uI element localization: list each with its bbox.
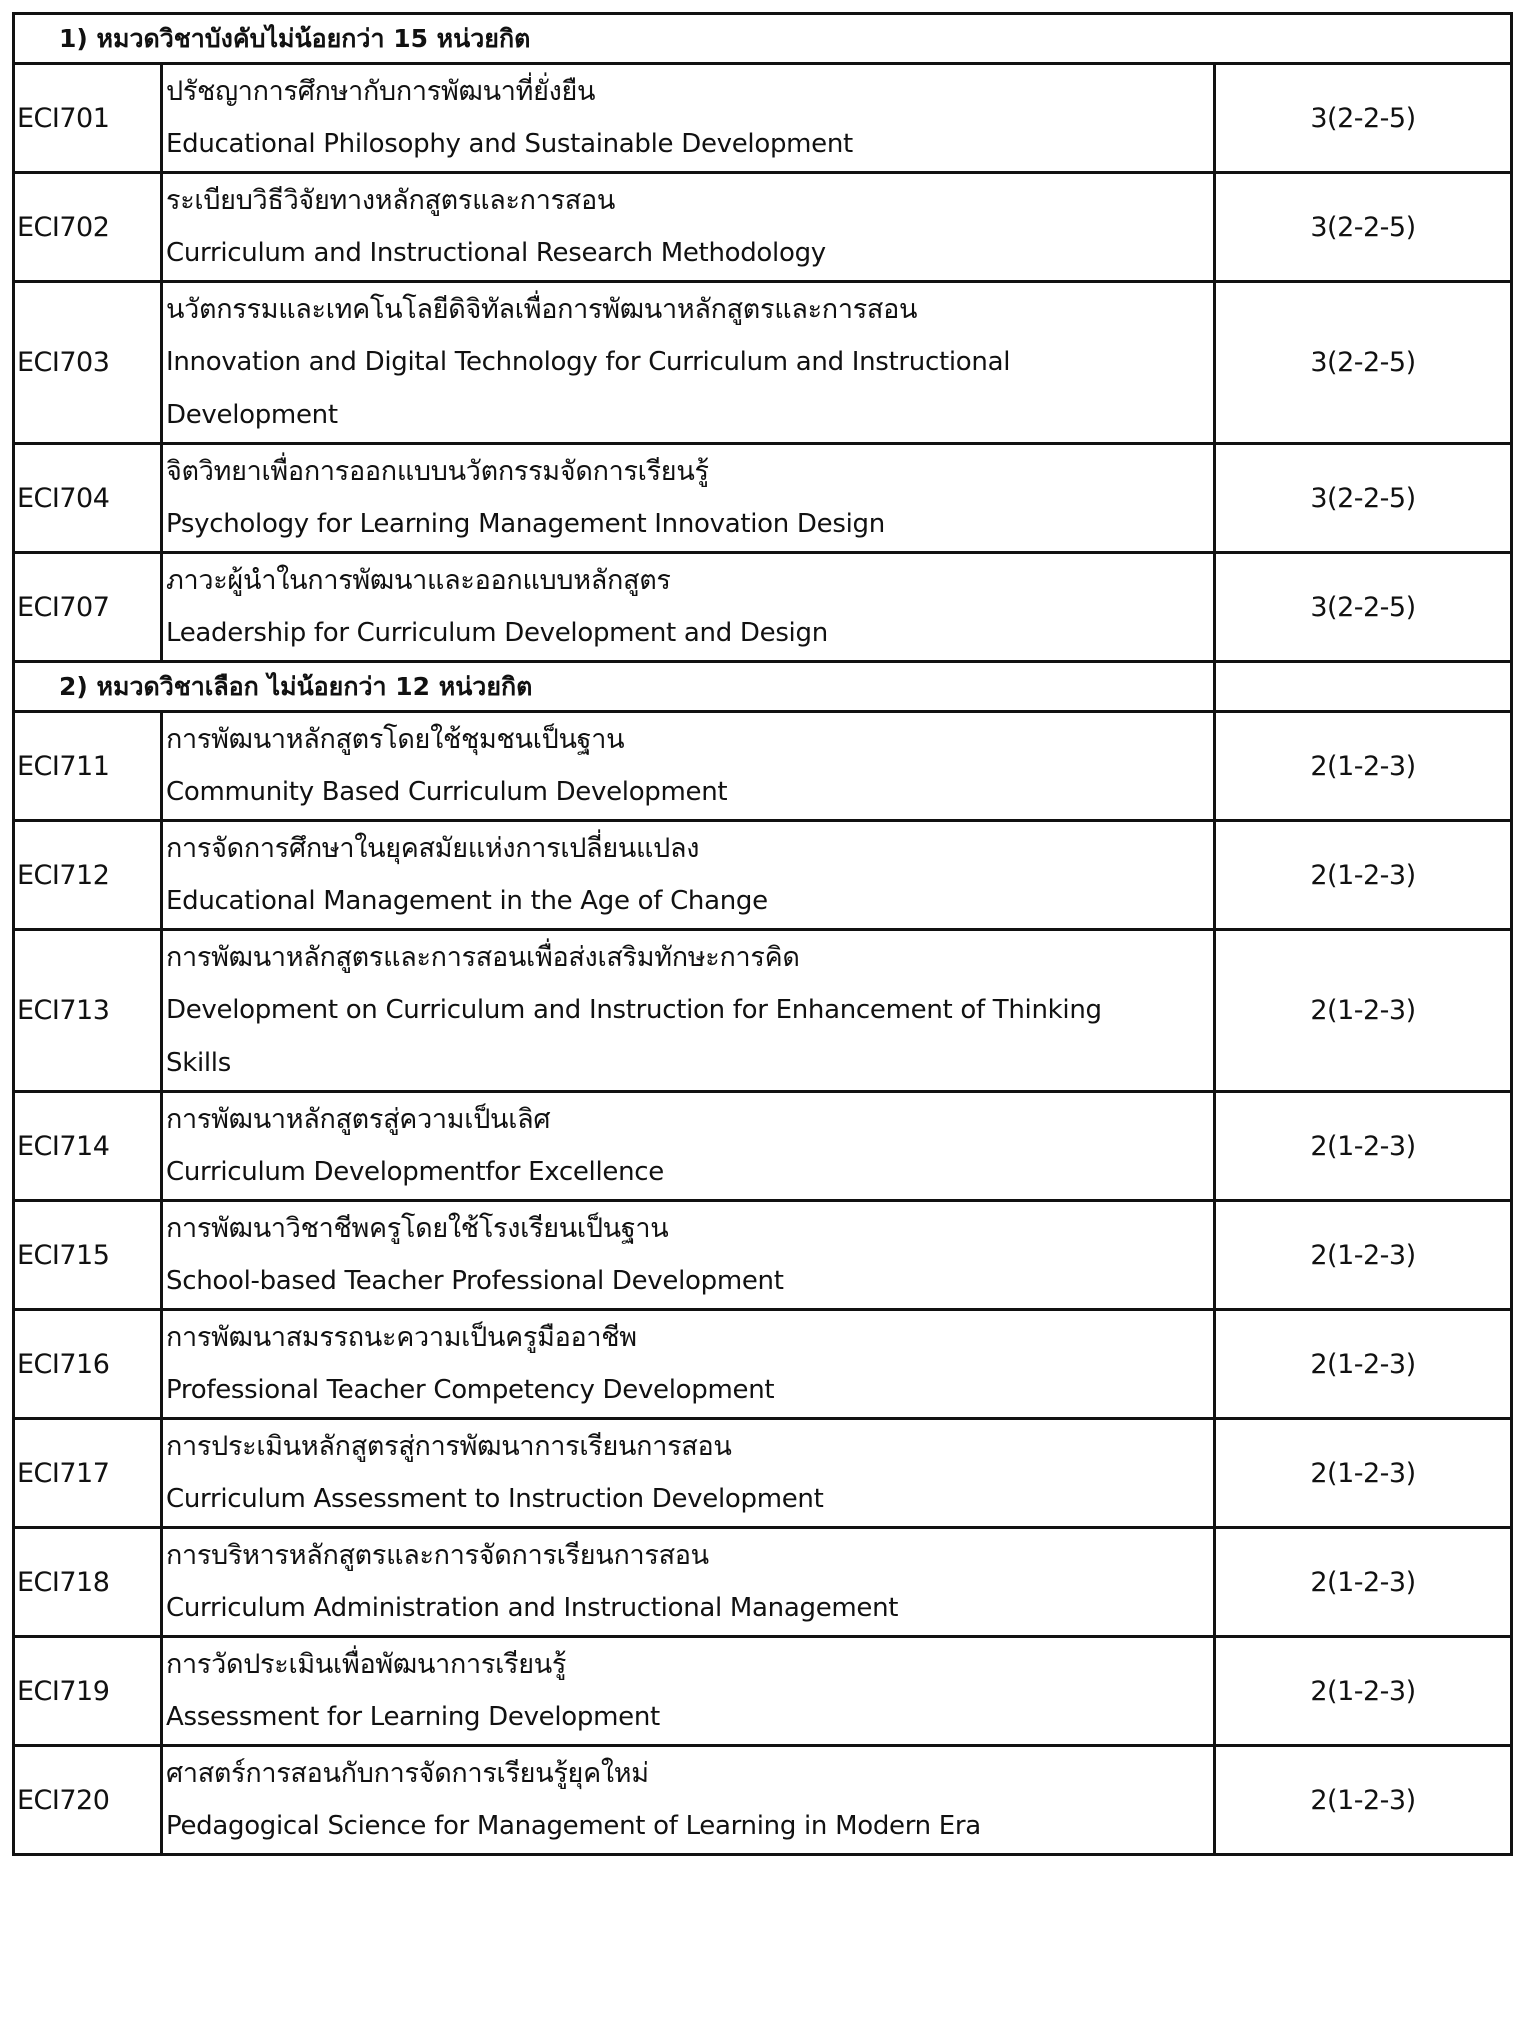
course-credits: 2(1-2-3) (1215, 1201, 1512, 1310)
course-name-english: Educational Philosophy and Sustainable Development (166, 129, 853, 159)
course-name-cell (162, 1092, 1215, 1201)
course-name-thai: การจัดการศึกษาในยุคสมัยแห่งการเปลี่ยนแปลง (166, 833, 700, 864)
course-table (12, 12, 1513, 1856)
course-code: ECI715 (14, 1201, 162, 1310)
course-code: ECI703 (14, 282, 162, 444)
course-name-english: Leadership for Curriculum Development and Design (166, 618, 828, 648)
course-code: ECI704 (14, 444, 162, 553)
course-credits: 2(1-2-3) (1215, 1637, 1512, 1746)
course-name-thai: การพัฒนาหลักสูตรโดยใช้ชุมชนเป็นฐาน (166, 724, 625, 755)
course-name-cell (162, 1637, 1215, 1746)
course-name-cell (162, 1419, 1215, 1528)
course-code: ECI713 (14, 930, 162, 1092)
course-name-cell (162, 553, 1215, 662)
course-name-english: Curriculum Administration and Instructional Management (166, 1593, 899, 1623)
course-name-cell (162, 821, 1215, 930)
course-code: ECI707 (14, 553, 162, 662)
course-name-english: Educational Management in the Age of Change (166, 886, 768, 916)
course-name-english: Innovation and Digital Technology for Curriculum and Instructional (166, 347, 1011, 377)
course-name-thai: การประเมินหลักสูตรสู่การพัฒนาการเรียนการสอน (166, 1431, 732, 1462)
course-name-english-continued: Development (166, 400, 338, 430)
course-code: ECI714 (14, 1092, 162, 1201)
course-credits: 2(1-2-3) (1215, 821, 1512, 930)
course-credits: 3(2-2-5) (1215, 173, 1512, 282)
course-row (14, 1419, 1512, 1528)
course-row (14, 1201, 1512, 1310)
course-credits: 2(1-2-3) (1215, 1528, 1512, 1637)
course-name-thai: การพัฒนาวิชาชีพครูโดยใช้โรงเรียนเป็นฐาน (166, 1213, 669, 1244)
section-header-row (14, 14, 1512, 64)
course-name-thai: ระเบียบวิธีวิจัยทางหลักสูตรและการสอน (166, 185, 616, 216)
course-name-cell (162, 444, 1215, 553)
course-code: ECI712 (14, 821, 162, 930)
course-code: ECI720 (14, 1746, 162, 1855)
course-name-english: Psychology for Learning Management Innovation Design (166, 509, 885, 539)
course-name-english: Curriculum Developmentfor Excellence (166, 1157, 664, 1187)
section-title: 1) หมวดวิชาบังคับไม่น้อยกว่า 15 หน่วยกิต (14, 14, 1512, 64)
course-credits: 2(1-2-3) (1215, 1092, 1512, 1201)
section-header-row (14, 662, 1512, 712)
course-name-thai: จิตวิทยาเพื่อการออกแบบนวัตกรรมจัดการเรียนรู้ (166, 456, 709, 487)
course-name-cell (162, 1201, 1215, 1310)
course-name-english: Professional Teacher Competency Development (166, 1375, 775, 1405)
course-code: ECI701 (14, 64, 162, 173)
course-name-thai: ปรัชญาการศึกษากับการพัฒนาที่ยั่งยืน (166, 76, 596, 107)
course-row (14, 1746, 1512, 1855)
course-name-thai: ศาสตร์การสอนกับการจัดการเรียนรู้ยุคใหม่ (166, 1758, 649, 1789)
course-name-english-continued: Skills (166, 1048, 231, 1078)
course-name-thai: นวัตกรรมและเทคโนโลยีดิจิทัลเพื่อการพัฒนาหลักสูตรและการสอน (166, 294, 918, 325)
course-row (14, 1637, 1512, 1746)
course-credits: 2(1-2-3) (1215, 1746, 1512, 1855)
course-name-english: Curriculum and Instructional Research Methodology (166, 238, 826, 268)
course-name-english: Curriculum Assessment to Instruction Development (166, 1484, 824, 1514)
course-name-cell (162, 1310, 1215, 1419)
course-credits: 2(1-2-3) (1215, 930, 1512, 1092)
course-credits: 2(1-2-3) (1215, 1310, 1512, 1419)
course-credits: 3(2-2-5) (1215, 553, 1512, 662)
course-name-english: School-based Teacher Professional Development (166, 1266, 784, 1296)
course-name-thai: การวัดประเมินเพื่อพัฒนาการเรียนรู้ (166, 1649, 567, 1680)
course-name-english: Community Based Curriculum Development (166, 777, 728, 807)
course-credits: 3(2-2-5) (1215, 282, 1512, 444)
course-row (14, 930, 1512, 1092)
course-name-cell (162, 173, 1215, 282)
course-code: ECI711 (14, 712, 162, 821)
course-name-thai: ภาวะผู้นำในการพัฒนาและออกแบบหลักสูตร (166, 565, 671, 596)
section-credit-cell (1215, 662, 1512, 712)
course-name-english: Development on Curriculum and Instruction for Enhancement of Thinking (166, 995, 1102, 1025)
course-name-thai: การพัฒนาหลักสูตรสู่ความเป็นเลิศ (166, 1104, 551, 1135)
course-table-body (14, 14, 1512, 1855)
course-row (14, 1092, 1512, 1201)
course-credits: 3(2-2-5) (1215, 64, 1512, 173)
course-row (14, 1528, 1512, 1637)
course-row (14, 1310, 1512, 1419)
course-code: ECI717 (14, 1419, 162, 1528)
course-row (14, 282, 1512, 444)
course-credits: 2(1-2-3) (1215, 1419, 1512, 1528)
course-name-english: Assessment for Learning Development (166, 1702, 660, 1732)
course-name-cell (162, 64, 1215, 173)
course-row (14, 712, 1512, 821)
course-name-thai: การบริหารหลักสูตรและการจัดการเรียนการสอน (166, 1540, 709, 1571)
course-name-cell (162, 930, 1215, 1092)
course-name-english: Pedagogical Science for Management of Learning in Modern Era (166, 1811, 981, 1841)
course-row (14, 444, 1512, 553)
course-credits: 3(2-2-5) (1215, 444, 1512, 553)
course-row (14, 64, 1512, 173)
section-title: 2) หมวดวิชาเลือก ไม่น้อยกว่า 12 หน่วยกิต (14, 662, 1215, 712)
course-row (14, 821, 1512, 930)
course-row (14, 553, 1512, 662)
course-name-thai: การพัฒนาสมรรถนะความเป็นครูมืออาชีพ (166, 1322, 637, 1353)
course-code: ECI716 (14, 1310, 162, 1419)
course-name-thai: การพัฒนาหลักสูตรและการสอนเพื่อส่งเสริมทักษะการคิด (166, 942, 800, 973)
course-name-cell (162, 282, 1215, 444)
course-code: ECI702 (14, 173, 162, 282)
course-credits: 2(1-2-3) (1215, 712, 1512, 821)
course-name-cell (162, 712, 1215, 821)
course-name-cell (162, 1746, 1215, 1855)
course-code: ECI719 (14, 1637, 162, 1746)
course-row (14, 173, 1512, 282)
course-name-cell (162, 1528, 1215, 1637)
course-code: ECI718 (14, 1528, 162, 1637)
